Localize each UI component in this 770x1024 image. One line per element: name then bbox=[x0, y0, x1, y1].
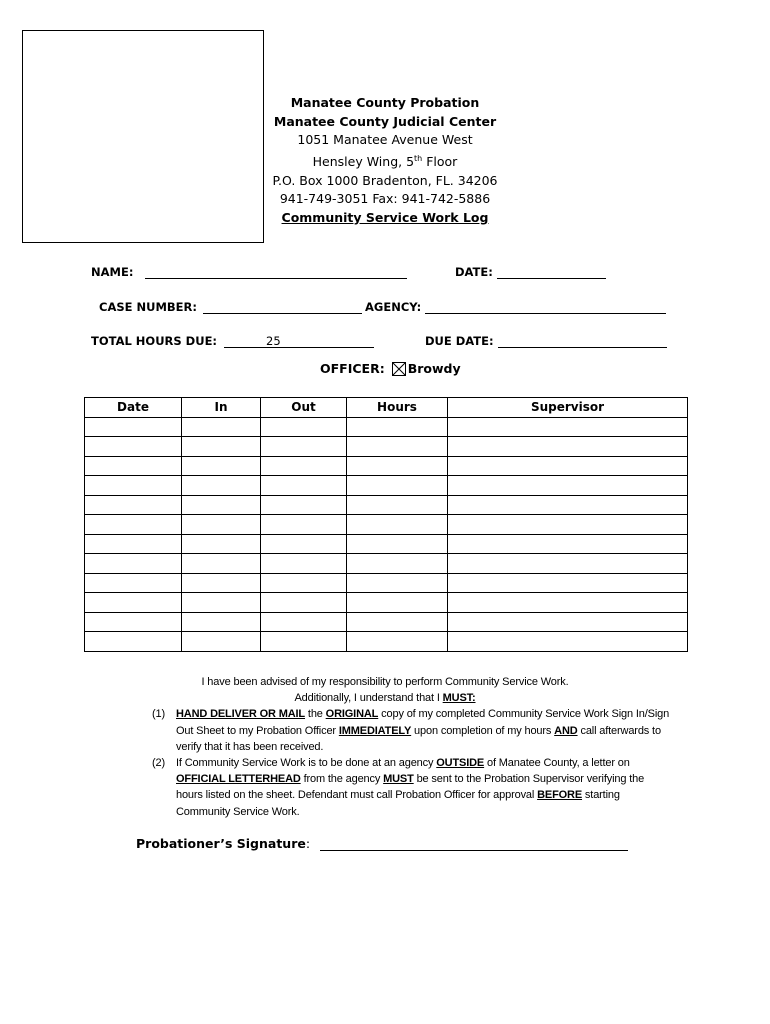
cell-hours[interactable] bbox=[347, 534, 448, 554]
cell-hours[interactable] bbox=[347, 515, 448, 535]
cell-hours[interactable] bbox=[347, 554, 448, 574]
cell-supervisor[interactable] bbox=[448, 495, 688, 515]
table-row bbox=[85, 612, 688, 632]
column-header-in: In bbox=[182, 398, 261, 418]
cell-date[interactable] bbox=[85, 456, 182, 476]
cell-supervisor[interactable] bbox=[448, 593, 688, 613]
officer-checkbox-checked-icon[interactable] bbox=[392, 362, 406, 376]
cell-date[interactable] bbox=[85, 593, 182, 613]
cell-date[interactable] bbox=[85, 573, 182, 593]
cell-in[interactable] bbox=[182, 534, 261, 554]
cell-out[interactable] bbox=[261, 554, 347, 574]
cell-supervisor[interactable] bbox=[448, 554, 688, 574]
table-row bbox=[85, 632, 688, 652]
officer-label: OFFICER: bbox=[320, 361, 385, 376]
cell-in[interactable] bbox=[182, 456, 261, 476]
date-label: DATE: bbox=[455, 265, 493, 279]
signature-field: Probationer’s Signature : bbox=[136, 836, 628, 851]
header-line-6: 941-749-3051 Fax: 941-742-5886 bbox=[279, 191, 491, 207]
cell-hours[interactable] bbox=[347, 612, 448, 632]
table-row bbox=[85, 476, 688, 496]
logo-placeholder-box bbox=[22, 30, 264, 243]
table-row bbox=[85, 593, 688, 613]
cell-date[interactable] bbox=[85, 417, 182, 437]
cell-date[interactable] bbox=[85, 476, 182, 496]
table-row bbox=[85, 554, 688, 574]
terms-text bbox=[100, 674, 670, 820]
agency-field bbox=[365, 300, 666, 314]
table-row bbox=[85, 417, 688, 437]
cell-hours[interactable] bbox=[347, 573, 448, 593]
officer-name: Browdy bbox=[407, 361, 461, 376]
cell-hours[interactable] bbox=[347, 476, 448, 496]
cell-date[interactable] bbox=[85, 534, 182, 554]
cell-in[interactable] bbox=[182, 437, 261, 457]
table-row bbox=[85, 456, 688, 476]
cell-supervisor[interactable] bbox=[448, 534, 688, 554]
cell-out[interactable] bbox=[261, 417, 347, 437]
cell-supervisor[interactable] bbox=[448, 573, 688, 593]
cell-supervisor[interactable] bbox=[448, 476, 688, 496]
signature-label: Probationer’s Signature bbox=[136, 836, 306, 851]
cell-out[interactable] bbox=[261, 476, 347, 496]
cell-supervisor[interactable] bbox=[448, 417, 688, 437]
table-row bbox=[85, 573, 688, 593]
total-hours-label: TOTAL HOURS DUE: bbox=[91, 334, 218, 348]
cell-in[interactable] bbox=[182, 612, 261, 632]
form-title: Community Service Work Log bbox=[281, 209, 489, 225]
cell-out[interactable] bbox=[261, 534, 347, 554]
name-field bbox=[91, 265, 407, 279]
cell-in[interactable] bbox=[182, 632, 261, 652]
cell-hours[interactable] bbox=[347, 495, 448, 515]
cell-out[interactable] bbox=[261, 632, 347, 652]
header-line-2: Manatee County Judicial Center bbox=[273, 113, 497, 129]
table-row bbox=[85, 437, 688, 457]
case-number-label: CASE NUMBER: bbox=[99, 300, 197, 314]
table-body bbox=[85, 417, 688, 651]
column-header-supervisor: Supervisor bbox=[448, 398, 688, 418]
cell-out[interactable] bbox=[261, 456, 347, 476]
date-field bbox=[455, 265, 606, 279]
cell-hours[interactable] bbox=[347, 456, 448, 476]
cell-out[interactable] bbox=[261, 515, 347, 535]
cell-hours[interactable] bbox=[347, 593, 448, 613]
cell-in[interactable] bbox=[182, 573, 261, 593]
cell-hours[interactable] bbox=[347, 437, 448, 457]
cell-date[interactable] bbox=[85, 437, 182, 457]
name-label: NAME: bbox=[91, 265, 134, 279]
total-hours-field bbox=[91, 334, 374, 348]
cell-date[interactable] bbox=[85, 515, 182, 535]
terms-must-line: Additionally, I understand that I MUST: bbox=[294, 692, 476, 705]
header-line-3: 1051 Manatee Avenue West bbox=[297, 132, 473, 148]
cell-out[interactable] bbox=[261, 612, 347, 632]
header-line-5: P.O. Box 1000 Bradenton, FL. 34206 bbox=[272, 172, 498, 188]
total-hours-input[interactable]: 25 bbox=[224, 335, 374, 348]
cell-supervisor[interactable] bbox=[448, 456, 688, 476]
cell-out[interactable] bbox=[261, 573, 347, 593]
due-date-label: DUE DATE: bbox=[425, 334, 494, 348]
cell-supervisor[interactable] bbox=[448, 515, 688, 535]
header-line-1: Manatee County Probation bbox=[290, 95, 480, 110]
cell-in[interactable] bbox=[182, 593, 261, 613]
cell-date[interactable] bbox=[85, 554, 182, 574]
cell-hours[interactable] bbox=[347, 632, 448, 652]
cell-date[interactable] bbox=[85, 632, 182, 652]
column-header-out: Out bbox=[261, 398, 347, 418]
agency-input-line[interactable] bbox=[425, 300, 666, 314]
date-input-line[interactable] bbox=[497, 265, 606, 279]
case-number-input-line[interactable] bbox=[203, 300, 362, 314]
cell-in[interactable] bbox=[182, 476, 261, 496]
due-date-field bbox=[425, 334, 667, 348]
table-row bbox=[85, 515, 688, 535]
table-row bbox=[85, 495, 688, 515]
cell-out[interactable] bbox=[261, 437, 347, 457]
terms-intro: I have been advised of my responsibility to perform Community Service Work. bbox=[201, 676, 569, 688]
terms-item-1: (1) HAND DELIVER OR MAIL the ORIGINAL copy of my completed Community Service Work Sign In/Sign Out Sheet to my Probation Officer IMMEDIATELY upon completion of my hours AND call afterwards to verify that it has been received. bbox=[152, 708, 670, 753]
table-header-row bbox=[85, 398, 688, 418]
officer-field bbox=[320, 361, 461, 376]
cell-out[interactable] bbox=[261, 495, 347, 515]
header-line-4: Hensley Wing, 5th Floor bbox=[312, 153, 458, 169]
terms-item-2: (2) If Community Service Work is to be done at an agency OUTSIDE of Manatee County, a letter on OFFICIAL LETTERHEAD from the agency MUST be sent to the Probation Supervisor verifying the hours listed on the sheet. Defendant must call Probation Officer for approval BEFORE starting Community Service Work. bbox=[152, 757, 645, 818]
cell-supervisor[interactable] bbox=[448, 632, 688, 652]
cell-out[interactable] bbox=[261, 593, 347, 613]
table-row bbox=[85, 534, 688, 554]
cell-date[interactable] bbox=[85, 495, 182, 515]
cell-in[interactable] bbox=[182, 515, 261, 535]
work-log-table bbox=[84, 397, 688, 652]
column-header-hours: Hours bbox=[347, 398, 448, 418]
agency-header bbox=[240, 94, 530, 227]
name-input-line[interactable] bbox=[145, 265, 407, 279]
cell-in[interactable] bbox=[182, 495, 261, 515]
agency-label: AGENCY: bbox=[365, 300, 422, 314]
cell-supervisor[interactable] bbox=[448, 437, 688, 457]
cell-in[interactable] bbox=[182, 554, 261, 574]
cell-in[interactable] bbox=[182, 417, 261, 437]
cell-hours[interactable] bbox=[347, 417, 448, 437]
case-number-field bbox=[99, 300, 362, 314]
signature-input-line[interactable] bbox=[320, 836, 628, 851]
column-header-date: Date bbox=[85, 398, 182, 418]
due-date-input-line[interactable] bbox=[498, 334, 667, 348]
cell-supervisor[interactable] bbox=[448, 612, 688, 632]
cell-date[interactable] bbox=[85, 612, 182, 632]
